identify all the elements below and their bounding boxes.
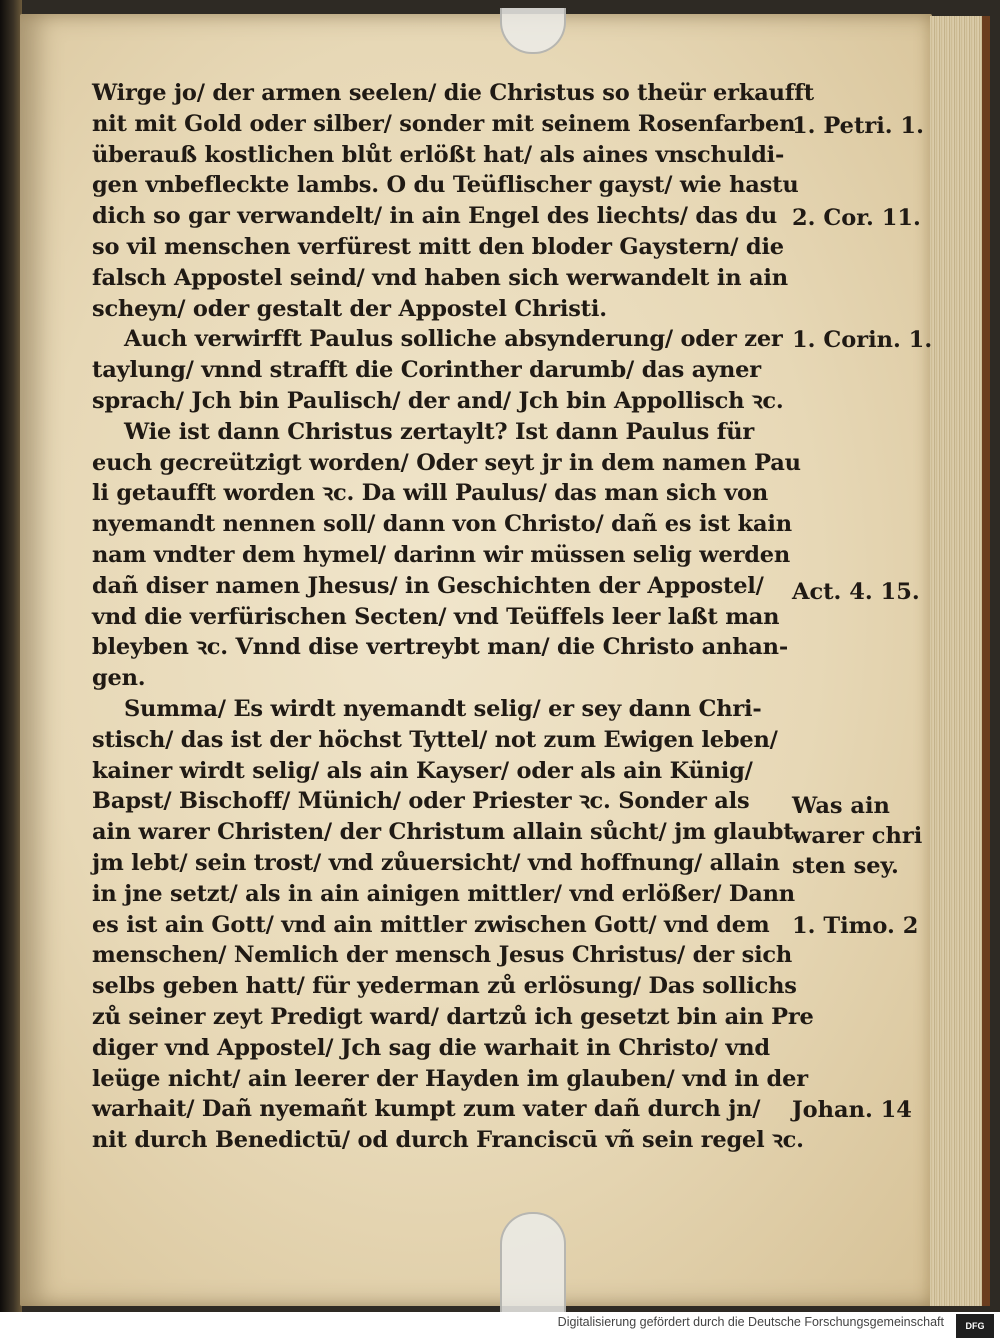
main-text-block [92,78,814,1156]
margin-note-johan: Johan. 14 [792,1097,912,1123]
margin-note-timo: 1. Timo. 2 [792,913,919,939]
text-line: nit durch Benedictū/ od durch Franciscū vñ sein regel ꝛc. [92,1127,804,1154]
text-line: in jne setzt/ als in ain ainigen mittler/ vnd erlößer/ Dann [92,880,795,907]
margin-note-sten-sey: sten sey. [792,853,899,879]
text-line: Auch verwirfft Paulus solliche absynderung/ oder zer [124,326,783,353]
text-line: gen vnbefleckte lambs. O du Teüflischer gayst/ wie hastu [92,172,799,199]
text-line: überauß kostlichen blůt erlößt hat/ als aines vnschuldi- [92,141,785,168]
text-line: nyemandt nennen soll/ dann von Christo/ dañ es ist kain [92,511,792,538]
text-line: dich so gar verwandelt/ in ain Engel des liechts/ das du [92,203,778,230]
text-line: Summa/ Es wirdt nyemandt selig/ er sey dann Chri- [124,695,762,722]
margin-note-corin: 1. Corin. 1. [792,327,933,353]
page-fore-edge [930,16,990,1306]
text-line: ain warer Christen/ der Christum allain sůcht/ jm glaubt [92,819,794,846]
text-line: menschen/ Nemlich der mensch Jesus Christus/ der sich [92,942,793,969]
text-line: leüge nicht/ ain leerer der Hayden im glauben/ vnd in der [92,1065,808,1092]
text-line: Bapst/ Bischoff/ Münich/ oder Priester ꝛc. Sonder als [92,788,750,815]
text-line: dañ diser namen Jhesus/ in Geschichten der Appostel/ [92,572,764,599]
margin-note-warer-chri: warer chri [792,823,923,849]
margin-note-was-ain: Was ain [792,793,890,819]
text-line: nam vndter dem hymel/ darinn wir müssen selig werden [92,541,791,568]
text-line: jm lebt/ sein trost/ vnd zůuersicht/ vnd hoffnung/ allain [92,849,780,876]
text-line: scheyn/ oder gestalt der Appostel Christi. [92,295,607,322]
footer-credit: Digitalisierung gefördert durch die Deutsche Forschungsgemeinschaft [557,1315,944,1329]
text-line: zů seiner zeyt Predigt ward/ dartzů ich gesetzt bin ain Pre [92,1003,814,1030]
text-line: kainer wirdt selig/ als ain Kayser/ oder als ain Künig/ [92,757,753,784]
text-line: nit mit Gold oder silber/ sonder mit seinem Rosenfarben [92,110,796,137]
text-line: gen. [92,665,146,692]
dfg-logo: DFG [956,1314,994,1338]
book-binding-edge [0,0,22,1312]
text-line: selbs geben hatt/ für yederman zů erlösung/ Das sollichs [92,973,797,1000]
margin-note-act: Act. 4. 15. [792,579,920,605]
text-line: li getaufft worden ꝛc. Da will Paulus/ das man sich von [92,480,768,507]
margin-note-petri: 1. Petri. 1. [792,113,924,139]
text-line: so vil menschen verfürest mitt den bloder Gaystern/ die [92,233,784,260]
text-line: euch gecreützigt worden/ Oder seyt jr in dem namen Pau [92,449,801,476]
text-line: es ist ain Gott/ vnd ain mittler zwischen Gott/ vnd dem [92,911,770,938]
text-line: warhait/ Dañ nyemañt kumpt zum vater dañ durch jn/ [92,1096,761,1123]
text-line: Wie ist dann Christus zertaylt? Ist dann Paulus für [124,418,755,445]
text-line: taylung/ vnnd strafft die Corinther darumb/ das ayner [92,357,761,384]
margin-note-cor: 2. Cor. 11. [792,205,921,231]
text-line: vnd die verfürischen Secten/ vnd Teüffels leer laßt man [92,603,780,630]
text-line: sprach/ Jch bin Paulisch/ der and/ Jch bin Appollisch ꝛc. [92,387,784,414]
text-line: falsch Appostel seind/ vnd haben sich werwandelt in ain [92,264,788,291]
book-clip-bottom [500,1212,566,1314]
text-line: bleyben ꝛc. Vnnd dise vertreybt man/ die Christo anhan- [92,634,788,661]
text-line: diger vnd Appostel/ Jch sag die warhait in Christo/ vnd [92,1034,770,1061]
text-line: Wirge jo/ der armen seelen/ die Christus so theür erkaufft [92,80,814,106]
text-line: stisch/ das ist der höchst Tyttel/ not zum Ewigen leben/ [92,726,778,753]
